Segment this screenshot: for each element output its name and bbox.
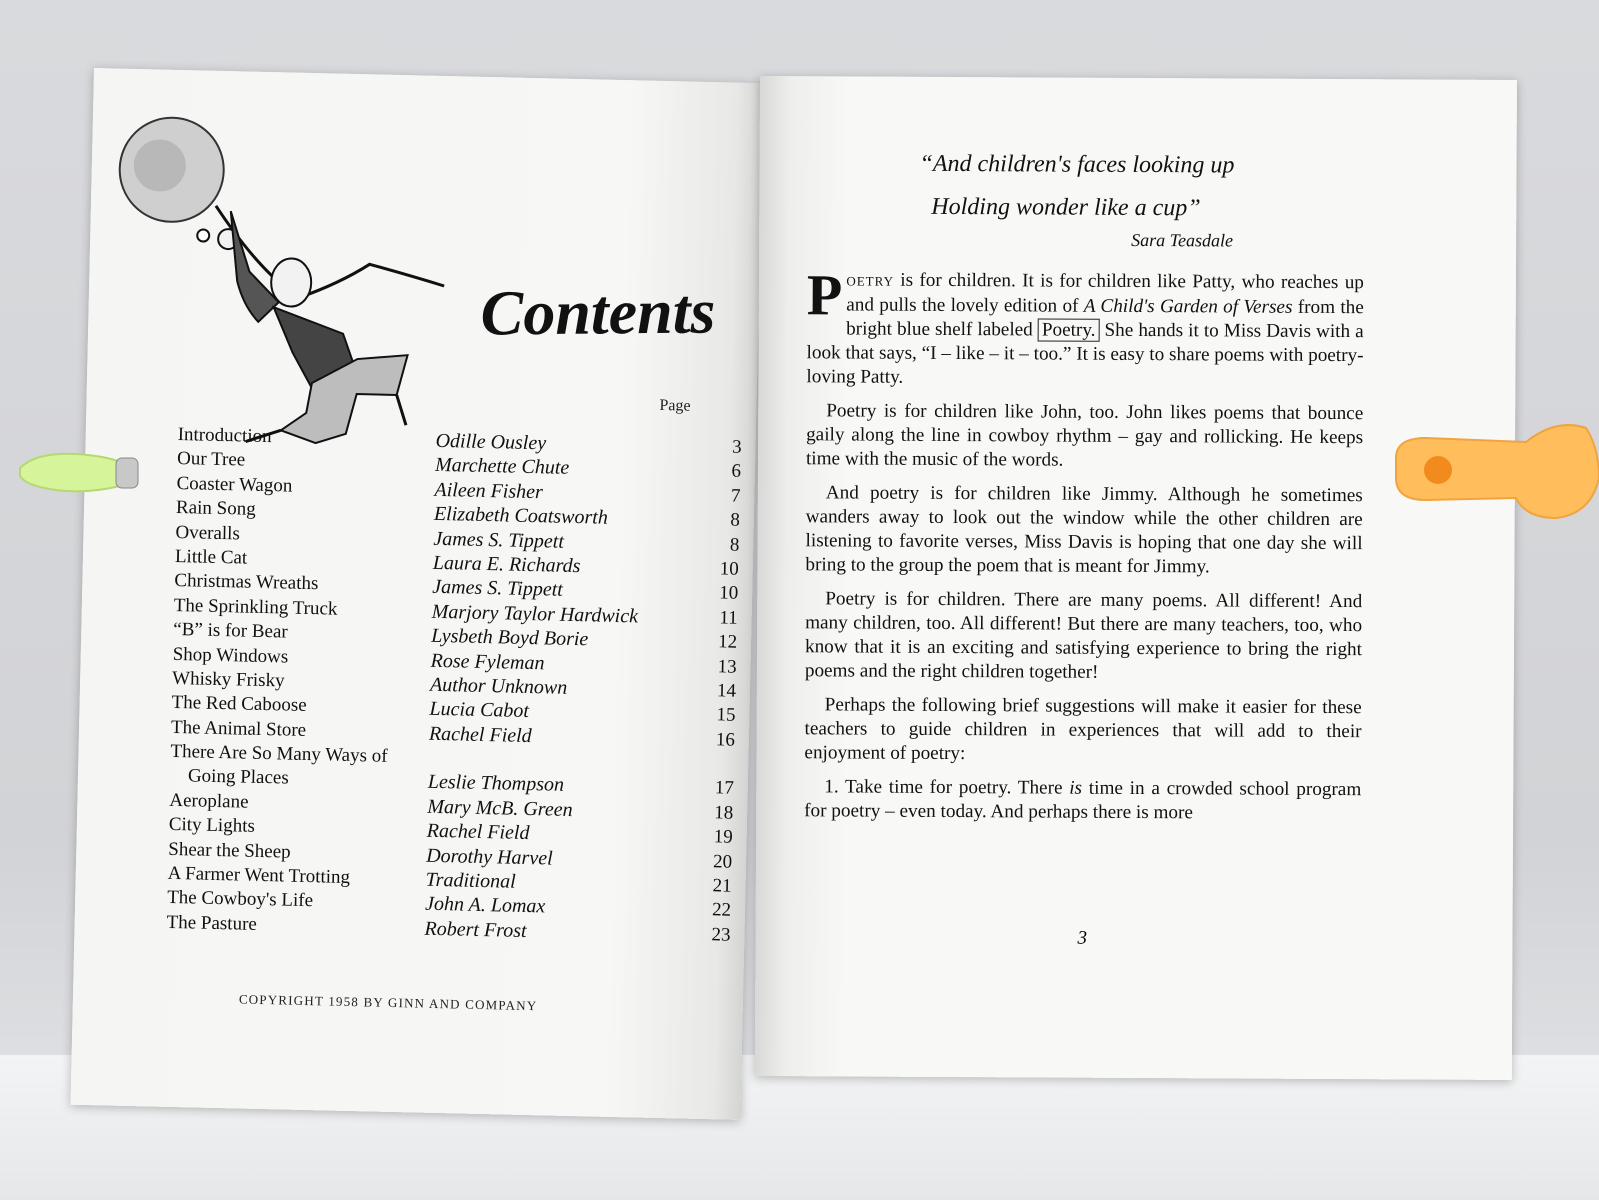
page-column-header: Page xyxy=(659,396,691,415)
p1-text-c: She hands it to Miss Davis with a look that says, “I – like – it – too.” It is easy to share poems with poetry-loving Patty. xyxy=(806,319,1364,388)
toc-author: Elizabeth Coatsworth xyxy=(433,503,609,529)
toc-author: Rachel Field xyxy=(426,819,530,845)
orange-binder-clip xyxy=(1386,418,1599,522)
small-caps: OETRY xyxy=(846,273,895,289)
toc-page-number: 8 xyxy=(730,509,741,531)
toc-page-number: 21 xyxy=(712,875,732,897)
toc-title: The Animal Store xyxy=(170,716,307,741)
toc-author: James S. Tippett xyxy=(433,527,565,553)
book-title: A Child's Garden of Verses xyxy=(1083,295,1293,318)
toc-title: The Red Caboose xyxy=(171,692,307,717)
toc-author: Aileen Fisher xyxy=(434,478,544,504)
quote-line-1: “And children's faces looking up xyxy=(919,150,1235,179)
copyright-notice: COPYRIGHT 1958 BY GINN AND COMPANY xyxy=(238,991,538,1014)
toc-page-number: 10 xyxy=(719,582,739,605)
toc-page-number: 14 xyxy=(716,680,737,702)
drop-cap: P xyxy=(806,262,843,328)
toc-author: Lucia Cabot xyxy=(429,698,530,723)
green-binder-clip xyxy=(16,446,140,498)
toc-title: There Are So Many Ways of xyxy=(170,740,388,767)
toc-author: Dorothy Harvel xyxy=(425,844,553,870)
toc-title: City Lights xyxy=(168,814,256,838)
p1-text-b: from the bright blue shelf labeled xyxy=(846,296,1364,341)
toc-page-number: 11 xyxy=(719,607,738,629)
toc-page-number: 3 xyxy=(731,436,742,458)
toc-title: Whisky Frisky xyxy=(171,667,285,692)
p6-text-b: time in a crowded school program for poetry – even today. And perhaps there is more xyxy=(804,777,1362,824)
toc-page-number: 17 xyxy=(714,777,735,800)
paragraph-6 xyxy=(804,775,1361,826)
toc-page-number: 8 xyxy=(729,534,740,556)
toc-title: Coaster Wagon xyxy=(176,472,293,497)
paragraph-4: Poetry is for children. There are many poems. All different! And many children, too. All different! But there are many teachers, too, who know that it is an exciting and satisfying experience to bring the right poems and the right children together! xyxy=(804,588,1363,683)
toc-page-number: 19 xyxy=(713,826,733,848)
toc-title: “B” is for Bear xyxy=(173,619,288,643)
p1-text-a: is for children. It is for children like Patty, who reaches up and pulls the lovely edition of xyxy=(846,269,1364,317)
shelf-label: Poetry. xyxy=(1038,318,1100,341)
toc-title: Little Cat xyxy=(174,545,248,569)
toc-title: Introduction xyxy=(177,423,272,448)
toc-author: Marchette Chute xyxy=(434,454,570,480)
toc-title: The Sprinkling Truck xyxy=(173,594,338,620)
toc-title: Christmas Wreaths xyxy=(174,570,319,595)
toc-page-number: 6 xyxy=(731,460,742,483)
toc-title: Aeroplane xyxy=(169,789,249,813)
toc-page-number: 18 xyxy=(714,802,734,824)
quote-author: Sara Teasdale xyxy=(1131,229,1234,251)
toc-page-number: 16 xyxy=(715,728,736,751)
p6-emphasis: is xyxy=(1069,777,1083,799)
toc-page-number: 23 xyxy=(711,924,731,946)
right-page xyxy=(755,76,1517,1080)
toc-author: Lysbeth Boyd Borie xyxy=(430,624,589,651)
toc-author: Author Unknown xyxy=(429,673,568,699)
toc-page-number: 13 xyxy=(717,655,737,678)
toc-title: Rain Song xyxy=(175,497,256,520)
page-number: 3 xyxy=(1077,927,1088,949)
toc-title: The Pasture xyxy=(166,911,258,935)
epigraph-quote xyxy=(919,143,1234,231)
contents-title: Contents xyxy=(480,275,716,349)
toc-title: A Farmer Went Trotting xyxy=(167,862,351,889)
toc-page-number: 20 xyxy=(712,850,733,873)
toc-author: Marjory Taylor Hardwick xyxy=(431,600,639,628)
toc-page-number: 22 xyxy=(711,899,732,922)
p6-text-a: 1. Take time for poetry. There xyxy=(824,776,1070,799)
toc-title: Overalls xyxy=(175,521,241,544)
toc-title: Going Places xyxy=(187,765,289,790)
toc-page-number: 15 xyxy=(716,704,736,727)
table-of-contents xyxy=(166,423,742,949)
toc-author: James S. Tippett xyxy=(432,576,564,602)
toc-page-number: 12 xyxy=(717,631,738,653)
toc-author: Leslie Thompson xyxy=(427,771,565,797)
toc-author: John A. Lomax xyxy=(424,893,546,918)
toc-author: Odille Ousley xyxy=(435,429,547,455)
paragraph-5: Perhaps the following brief suggestions will make it easier for these teachers to guide children in experiences that will add to their enjoyment of poetry: xyxy=(804,694,1362,765)
toc-title: Shop Windows xyxy=(172,643,289,668)
toc-page-number: 10 xyxy=(719,558,740,580)
toc-title: Our Tree xyxy=(176,448,246,471)
toc-author: Rose Fyleman xyxy=(430,649,545,674)
quote-line-2: Holding wonder like a cup” xyxy=(931,193,1201,222)
toc-author: Laura E. Richards xyxy=(432,551,581,578)
paragraph-3: And poetry is for children like Jimmy. Although he sometimes wanders away to look out the window while the other children are listening to favorite verses, Miss Davis is hoping that one day she will bring to the group the poem that is meant for Jimmy. xyxy=(805,482,1363,578)
paragraph-1 xyxy=(806,262,1364,392)
toc-author: Traditional xyxy=(425,868,516,893)
toc-title: Shear the Sheep xyxy=(168,838,291,863)
toc-author: Rachel Field xyxy=(428,722,532,747)
left-page xyxy=(70,68,763,1120)
toc-page-number: 7 xyxy=(730,485,741,507)
toc-author: Mary McB. Green xyxy=(427,795,573,821)
toc-author: Robert Frost xyxy=(424,917,527,942)
intro-text xyxy=(804,262,1364,836)
paragraph-2: Poetry is for children like John, too. John likes poems that bounce gaily along the line in cowboy rhythm – gay and rollicking. He keeps time with the music of the words. xyxy=(805,400,1364,471)
boy-with-balloon-illustration xyxy=(105,108,473,456)
toc-title: The Cowboy's Life xyxy=(166,887,314,912)
